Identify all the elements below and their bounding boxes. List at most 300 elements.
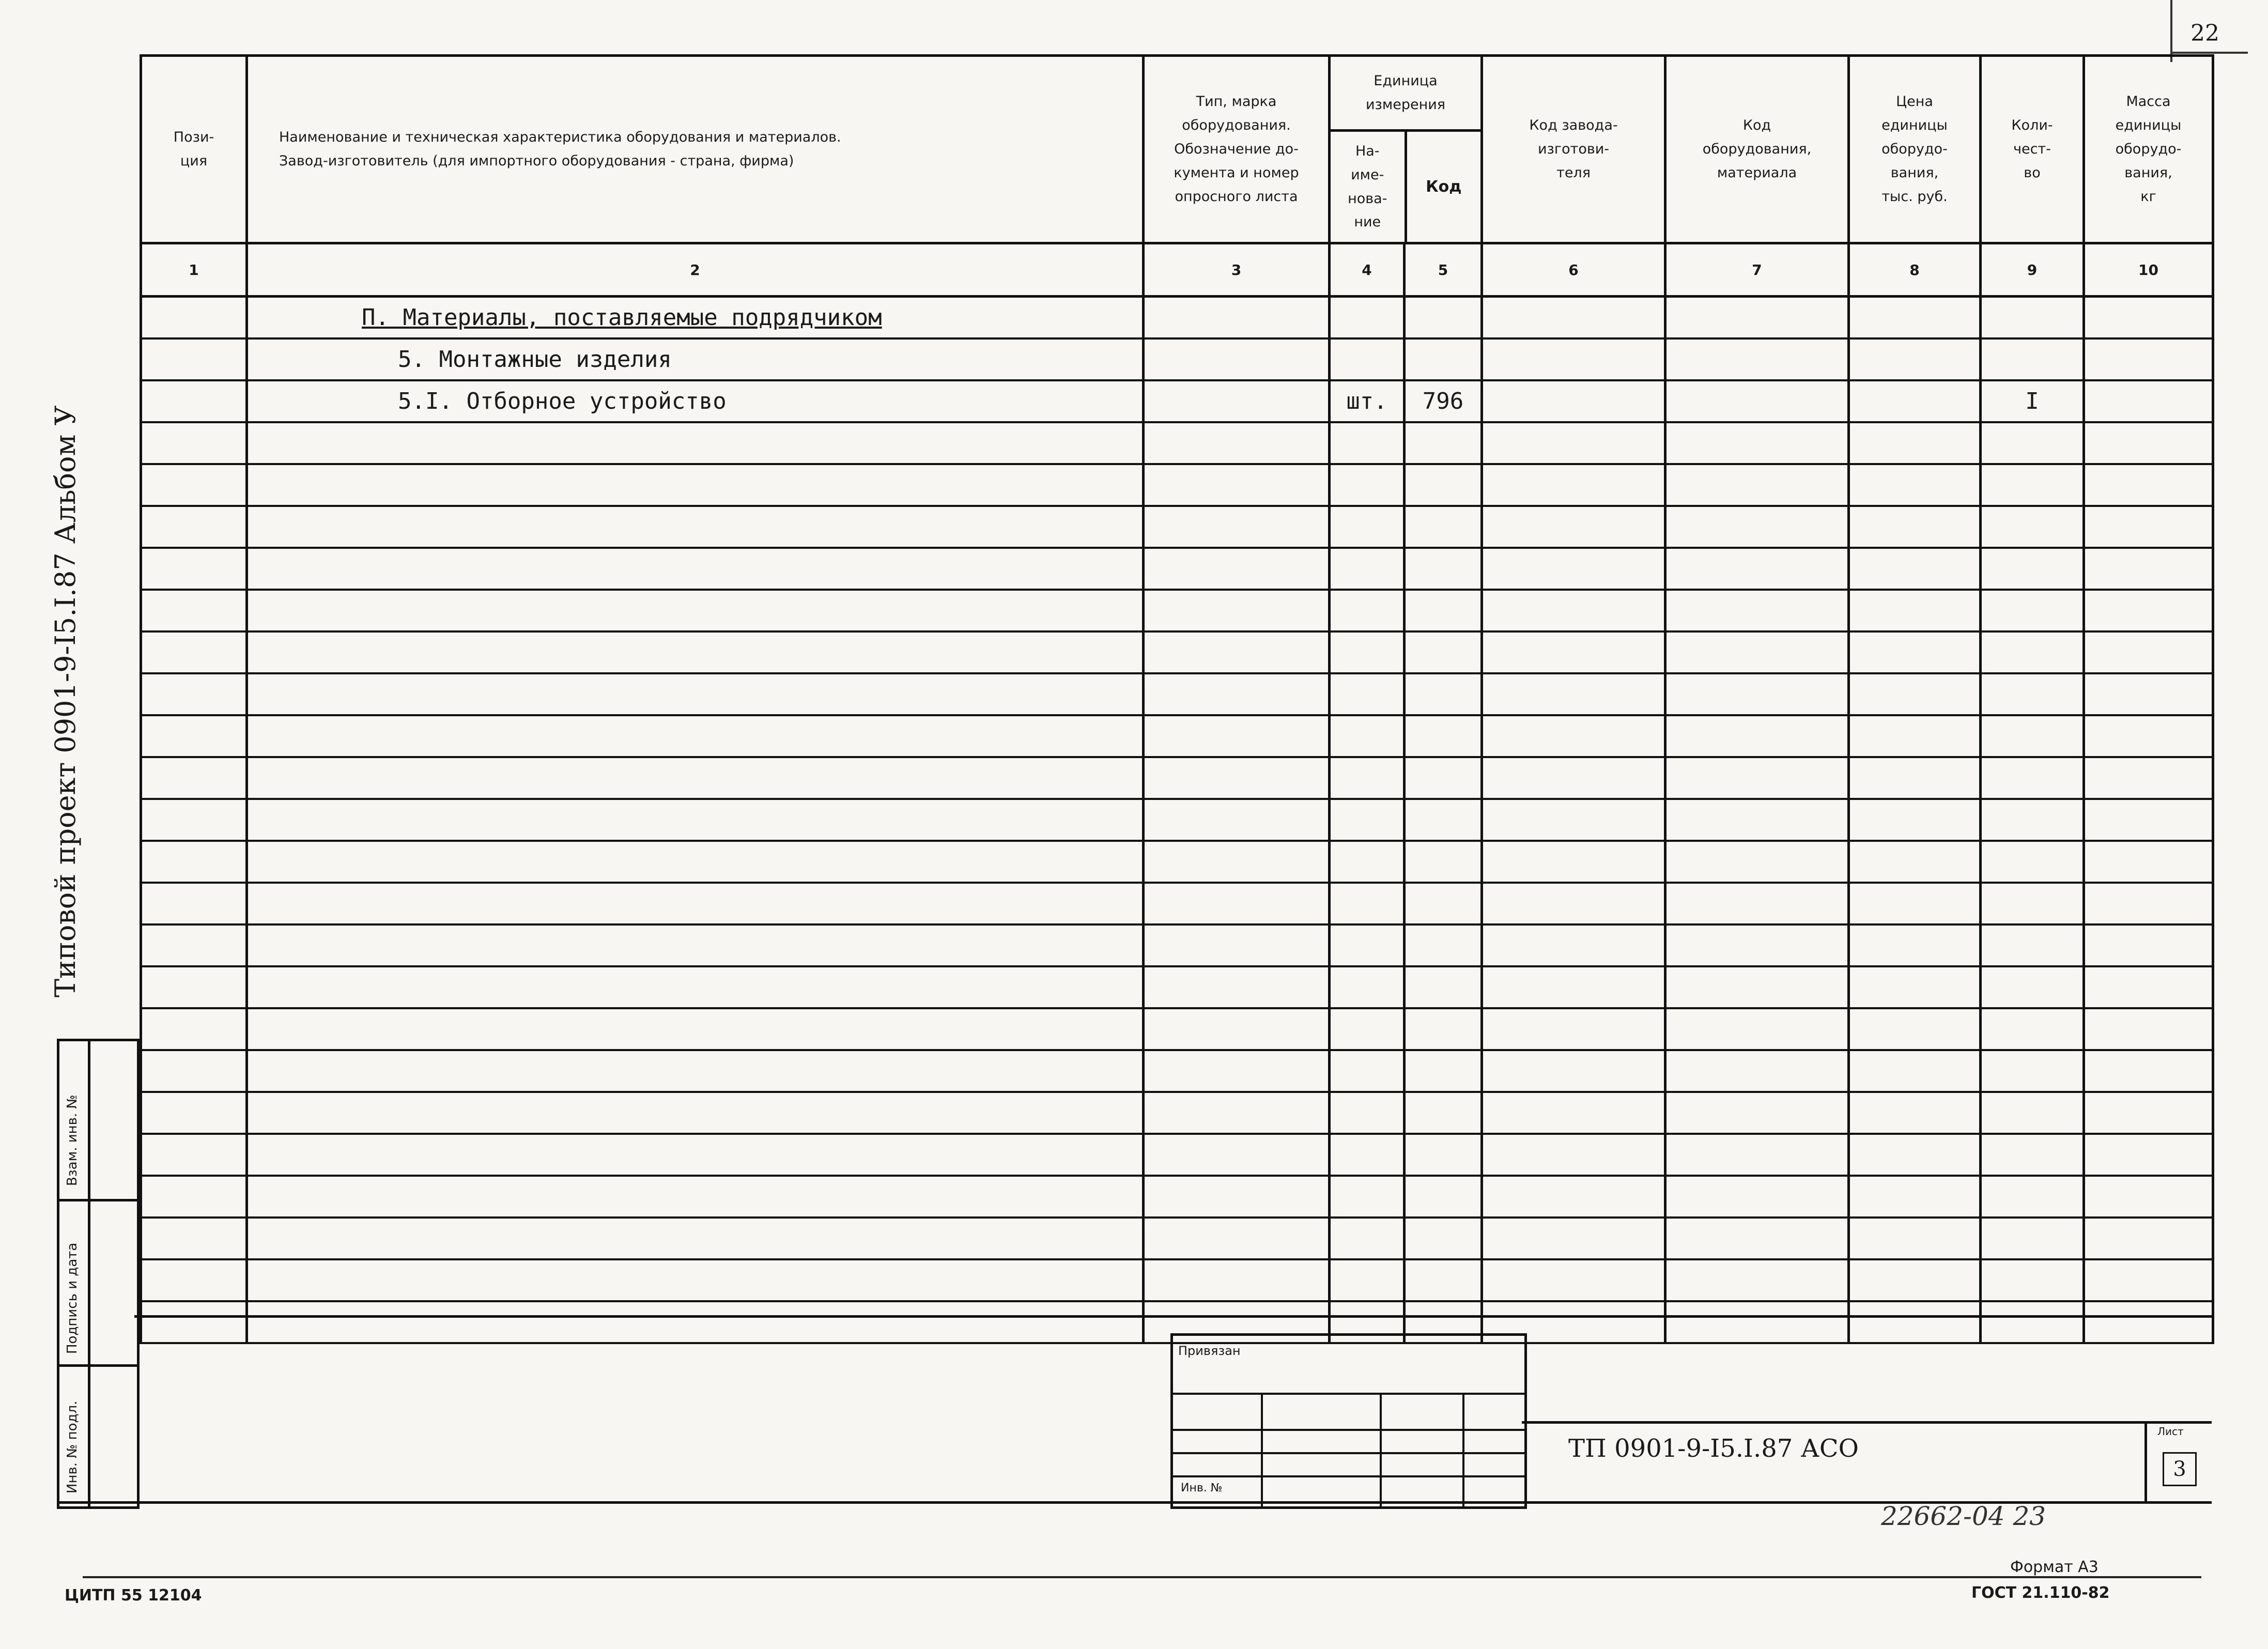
table-cell-maker xyxy=(1482,883,1665,924)
gost-label: ГОСТ 21.110-82 xyxy=(1971,1584,2110,1602)
table-cell-eq_code xyxy=(1665,422,1849,464)
table-cell-eq_code xyxy=(1665,841,1849,883)
table-cell-maker xyxy=(1482,464,1665,506)
header-text: оборудования, xyxy=(1702,141,1812,158)
table-cell-price xyxy=(1849,297,1981,339)
table-cell-unit xyxy=(1330,548,1405,590)
table-cell-pos xyxy=(141,799,247,841)
tsitp-code: ЦИТП 55 12104 xyxy=(65,1586,202,1605)
table-cell-name xyxy=(247,966,1144,1008)
table-cell-type xyxy=(1144,966,1330,1008)
table-cell-unit xyxy=(1330,1008,1405,1050)
table-cell-eq_code xyxy=(1665,715,1849,757)
table-cell-maker xyxy=(1482,673,1665,715)
table-cell-price xyxy=(1849,548,1981,590)
table-cell-price xyxy=(1849,799,1981,841)
table-cell-code xyxy=(1405,966,1482,1008)
table-cell-code xyxy=(1405,422,1482,464)
specification-table xyxy=(140,54,2214,1344)
handwritten-inventory-number: 22662-04 23 xyxy=(1881,1501,2046,1531)
column-number: 1 xyxy=(141,243,247,297)
table-cell-unit xyxy=(1330,1259,1405,1301)
header-type xyxy=(1144,56,1330,243)
table-cell-price xyxy=(1849,1008,1981,1050)
header-price xyxy=(1849,56,1981,243)
header-text: вания, xyxy=(1890,164,1939,181)
table-cell-maker xyxy=(1482,757,1665,799)
table-cell-eq_code xyxy=(1665,464,1849,506)
header-text: Код завода- xyxy=(1529,117,1618,134)
table-cell-pos xyxy=(141,673,247,715)
table-cell-name xyxy=(247,1050,1144,1092)
table-cell-type xyxy=(1144,1176,1330,1218)
table-cell-mass xyxy=(2084,1008,2213,1050)
table-cell-maker xyxy=(1482,422,1665,464)
sheet-label: Лист xyxy=(2157,1425,2184,1438)
table-cell-eq_code xyxy=(1665,548,1849,590)
table-cell-eq_code xyxy=(1665,1008,1849,1050)
table-cell-name: П. Материалы, поставляемые подрядчиком xyxy=(247,297,1144,339)
table-cell-eq_code xyxy=(1665,799,1849,841)
header-text: чест- xyxy=(2013,141,2051,158)
table-cell-qty xyxy=(1981,1176,2084,1218)
table-cell-price xyxy=(1849,506,1981,548)
table-cell-name xyxy=(247,422,1144,464)
table-cell-pos xyxy=(141,631,247,673)
table-cell-pos xyxy=(141,1092,247,1134)
table-cell-type xyxy=(1144,1259,1330,1301)
table-cell-type xyxy=(1144,841,1330,883)
table-cell-code xyxy=(1405,631,1482,673)
header-text: кумента и номер xyxy=(1174,164,1299,181)
document-code: ТП 0901-9-I5.I.87 АСО xyxy=(1568,1434,1859,1463)
table-cell-eq_code xyxy=(1665,380,1849,422)
header-unit-name xyxy=(1331,132,1407,242)
table-cell-unit xyxy=(1330,631,1405,673)
table-cell-unit xyxy=(1330,297,1405,339)
table-cell-code xyxy=(1405,673,1482,715)
table-cell-unit xyxy=(1330,1134,1405,1176)
table-cell-mass xyxy=(2084,631,2213,673)
table-cell-type xyxy=(1144,673,1330,715)
table-cell-pos xyxy=(141,422,247,464)
table-cell-qty xyxy=(1981,841,2084,883)
table-cell-qty xyxy=(1981,1092,2084,1134)
table-cell-pos xyxy=(141,506,247,548)
header-text: Тип, марка xyxy=(1196,94,1277,110)
table-cell-mass xyxy=(2084,1218,2213,1259)
table-cell-qty: I xyxy=(1981,380,2084,422)
table-cell-type xyxy=(1144,380,1330,422)
table-row xyxy=(141,841,2213,883)
table-cell-mass xyxy=(2084,1092,2213,1134)
table-cell-maker xyxy=(1482,1176,1665,1218)
table-cell-type xyxy=(1144,548,1330,590)
table-cell-eq_code xyxy=(1665,590,1849,631)
table-cell-eq_code xyxy=(1665,1050,1849,1092)
header-text: единицы xyxy=(1881,117,1948,134)
table-cell-unit xyxy=(1330,757,1405,799)
table-cell-unit xyxy=(1330,841,1405,883)
table-cell-type xyxy=(1144,799,1330,841)
table-cell-eq_code xyxy=(1665,966,1849,1008)
header-mass xyxy=(2084,56,2213,243)
table-cell-pos xyxy=(141,883,247,924)
header-text: нова- xyxy=(1348,190,1387,207)
table-cell-qty xyxy=(1981,464,2084,506)
table-cell-mass xyxy=(2084,380,2213,422)
table-cell-maker xyxy=(1482,380,1665,422)
header-position xyxy=(141,56,247,243)
table-cell-type xyxy=(1144,715,1330,757)
table-cell-type xyxy=(1144,757,1330,799)
table-cell-maker xyxy=(1482,590,1665,631)
table-cell-price xyxy=(1849,1050,1981,1092)
table-cell-maker xyxy=(1482,1050,1665,1092)
header-text: оборудо- xyxy=(1881,141,1948,158)
table-row xyxy=(141,422,2213,464)
table-cell-eq_code xyxy=(1665,1301,1849,1343)
table-cell-mass xyxy=(2084,297,2213,339)
column-number: 2 xyxy=(247,243,1144,297)
table-cell-type xyxy=(1144,1050,1330,1092)
header-text: На- xyxy=(1355,143,1380,159)
stamp-line xyxy=(1173,1429,1524,1431)
table-cell-name xyxy=(247,673,1144,715)
table-cell-mass xyxy=(2084,548,2213,590)
table-cell-type xyxy=(1144,422,1330,464)
table-row xyxy=(141,464,2213,506)
table-row xyxy=(141,338,2213,380)
table-cell-maker xyxy=(1482,1134,1665,1176)
table-cell-price xyxy=(1849,338,1981,380)
header-text: измерения xyxy=(1365,97,1446,113)
table-cell-qty xyxy=(1981,757,2084,799)
table-cell-maker xyxy=(1482,799,1665,841)
table-cell-type xyxy=(1144,506,1330,548)
table-cell-unit xyxy=(1330,464,1405,506)
table-cell-pos xyxy=(141,338,247,380)
table-cell-code xyxy=(1405,1050,1482,1092)
table-cell-name xyxy=(247,464,1144,506)
strip-label-inv: Инв. № подл. xyxy=(65,1400,80,1493)
table-row xyxy=(141,631,2213,673)
header-text: Масса xyxy=(2126,94,2171,110)
table-cell-unit xyxy=(1330,1218,1405,1259)
table-row xyxy=(141,506,2213,548)
table-cell-unit xyxy=(1330,1176,1405,1218)
table-cell-maker xyxy=(1482,841,1665,883)
header-text: Единица xyxy=(1374,73,1438,89)
table-cell-maker xyxy=(1482,631,1665,673)
table-cell-eq_code xyxy=(1665,631,1849,673)
stamp-line xyxy=(1173,1452,1524,1454)
table-cell-name xyxy=(247,799,1144,841)
table-cell-name xyxy=(247,883,1144,924)
header-text: материала xyxy=(1717,164,1797,181)
table-cell-pos xyxy=(141,590,247,631)
table-cell-name xyxy=(247,1134,1144,1176)
table-cell-code xyxy=(1405,715,1482,757)
table-cell-pos xyxy=(141,841,247,883)
table-cell-name xyxy=(247,1092,1144,1134)
sheet-corner-number: 22 xyxy=(2190,20,2219,47)
table-cell-unit xyxy=(1330,966,1405,1008)
table-cell-price xyxy=(1849,590,1981,631)
table-cell-maker xyxy=(1482,924,1665,966)
table-cell-code xyxy=(1405,1092,1482,1134)
table-cell-maker xyxy=(1482,1008,1665,1050)
table-cell-pos xyxy=(141,1176,247,1218)
table-cell-type xyxy=(1144,883,1330,924)
column-number: 8 xyxy=(1849,243,1981,297)
table-cell-qty xyxy=(1981,799,2084,841)
table-cell-type xyxy=(1144,1134,1330,1176)
strip-cell-podpis xyxy=(59,1199,137,1367)
strip-label-podpis: Подпись и дата xyxy=(65,1242,80,1354)
table-row xyxy=(141,1050,2213,1092)
header-text: ние xyxy=(1354,214,1381,230)
column-number: 10 xyxy=(2084,243,2213,297)
table-cell-price xyxy=(1849,422,1981,464)
header-text: Коли- xyxy=(2011,117,2053,134)
table-cell-pos xyxy=(141,715,247,757)
table-cell-code xyxy=(1405,1008,1482,1050)
title-block-top-line xyxy=(134,1315,2212,1318)
table-cell-mass xyxy=(2084,1134,2213,1176)
table-cell-type xyxy=(1144,631,1330,673)
privyazan-label: Привязан xyxy=(1178,1344,1241,1358)
table-cell-eq_code xyxy=(1665,338,1849,380)
bottom-rule xyxy=(83,1576,2201,1578)
table-row xyxy=(141,1259,2213,1301)
header-text: Код xyxy=(1426,178,1462,196)
table-row xyxy=(141,1092,2213,1134)
table-cell-type xyxy=(1144,1092,1330,1134)
table-row xyxy=(141,590,2213,631)
table-cell-qty xyxy=(1981,715,2084,757)
table-cell-mass xyxy=(2084,506,2213,548)
table-cell-code xyxy=(1405,1259,1482,1301)
table-cell-unit xyxy=(1330,799,1405,841)
table-cell-name xyxy=(247,548,1144,590)
header-name xyxy=(247,56,1144,243)
table-cell-price xyxy=(1849,1301,1981,1343)
table-cell-pos xyxy=(141,757,247,799)
header-text: Код xyxy=(1742,117,1771,134)
table-cell-eq_code xyxy=(1665,757,1849,799)
header-unit-group xyxy=(1330,56,1482,243)
specification-body xyxy=(141,297,2213,1344)
table-cell-qty xyxy=(1981,1050,2084,1092)
table-cell-code xyxy=(1405,1134,1482,1176)
column-number-row xyxy=(141,243,2213,297)
header-text: име- xyxy=(1351,166,1384,183)
header-quantity xyxy=(1981,56,2084,243)
table-cell-price xyxy=(1849,757,1981,799)
table-cell-qty xyxy=(1981,924,2084,966)
table-cell-code xyxy=(1405,506,1482,548)
table-cell-qty xyxy=(1981,422,2084,464)
column-number: 3 xyxy=(1144,243,1330,297)
table-row xyxy=(141,1176,2213,1218)
table-cell-code xyxy=(1405,924,1482,966)
format-label: Формат А3 xyxy=(2010,1558,2099,1576)
table-cell-pos xyxy=(141,1008,247,1050)
table-row xyxy=(141,1134,2213,1176)
table-cell-mass xyxy=(2084,1301,2213,1343)
table-cell-unit xyxy=(1330,506,1405,548)
table-cell-mass xyxy=(2084,757,2213,799)
table-cell-eq_code xyxy=(1665,1092,1849,1134)
table-cell-qty xyxy=(1981,1301,2084,1343)
table-cell-mass xyxy=(2084,338,2213,380)
header-text: Обозначение до- xyxy=(1174,141,1299,158)
table-cell-price xyxy=(1849,1218,1981,1259)
table-cell-qty xyxy=(1981,338,2084,380)
table-cell-unit xyxy=(1330,924,1405,966)
table-cell-price xyxy=(1849,1176,1981,1218)
table-cell-type xyxy=(1144,338,1330,380)
table-cell-name xyxy=(247,715,1144,757)
table-cell-type xyxy=(1144,924,1330,966)
table-cell-code xyxy=(1405,338,1482,380)
stamp-line xyxy=(1261,1393,1263,1506)
table-cell-qty xyxy=(1981,966,2084,1008)
table-cell-price xyxy=(1849,715,1981,757)
table-cell-qty xyxy=(1981,1218,2084,1259)
table-cell-price xyxy=(1849,631,1981,673)
table-cell-name xyxy=(247,1301,1144,1343)
header-text: Пози- xyxy=(173,129,214,146)
table-row xyxy=(141,715,2213,757)
vertical-project-title: Типовой проект 0901-9-I5.I.87 Альбом У xyxy=(49,405,82,997)
table-cell-type xyxy=(1144,297,1330,339)
header-text: во xyxy=(2024,164,2041,181)
table-cell-mass xyxy=(2084,422,2213,464)
table-cell-type xyxy=(1144,590,1330,631)
table-cell-eq_code xyxy=(1665,506,1849,548)
table-cell-pos xyxy=(141,548,247,590)
table-cell-name xyxy=(247,590,1144,631)
table-row xyxy=(141,1218,2213,1259)
table-cell-qty xyxy=(1981,1134,2084,1176)
stamp-line xyxy=(1380,1393,1382,1506)
table-row xyxy=(141,799,2213,841)
table-cell-name: 5.I. Отборное устройство xyxy=(247,380,1144,422)
approval-strip xyxy=(57,1039,140,1509)
table-cell-maker xyxy=(1482,506,1665,548)
corner-frame-line xyxy=(2170,52,2248,54)
table-cell-code xyxy=(1405,757,1482,799)
table-cell-eq_code xyxy=(1665,1218,1849,1259)
sheet-number: 3 xyxy=(2163,1452,2197,1486)
header-text: Завод-изготовитель (для импортного оборудования - страна, фирма) xyxy=(279,153,794,169)
header-text: единицы xyxy=(2115,117,2182,134)
table-cell-name xyxy=(247,1008,1144,1050)
table-cell-mass xyxy=(2084,715,2213,757)
table-cell-maker xyxy=(1482,1218,1665,1259)
table-cell-price xyxy=(1849,380,1981,422)
table-cell-pos xyxy=(141,380,247,422)
table-cell-code xyxy=(1405,590,1482,631)
table-cell-maker xyxy=(1482,966,1665,1008)
table-cell-pos xyxy=(141,1301,247,1343)
stamp-line xyxy=(1173,1393,1524,1395)
table-cell-unit xyxy=(1330,338,1405,380)
column-number: 9 xyxy=(1981,243,2084,297)
table-cell-mass xyxy=(2084,883,2213,924)
header-text: Наименование и техническая характеристика оборудования и материалов. xyxy=(279,129,841,146)
table-cell-maker xyxy=(1482,548,1665,590)
table-cell-price xyxy=(1849,841,1981,883)
table-cell-price xyxy=(1849,966,1981,1008)
table-cell-name xyxy=(247,1176,1144,1218)
header-text: оборудо- xyxy=(2115,141,2182,158)
column-number: 7 xyxy=(1665,243,1849,297)
header-text: ция xyxy=(180,153,208,169)
table-cell-qty xyxy=(1981,1008,2084,1050)
stamp-line xyxy=(1173,1475,1524,1477)
table-cell-unit xyxy=(1330,1092,1405,1134)
header-equipment-code xyxy=(1665,56,1849,243)
table-cell-unit xyxy=(1330,673,1405,715)
table-row xyxy=(141,757,2213,799)
table-cell-mass xyxy=(2084,799,2213,841)
table-cell-price xyxy=(1849,1259,1981,1301)
table-cell-type xyxy=(1144,1008,1330,1050)
strip-cell-vzam xyxy=(59,1041,137,1201)
table-cell-pos xyxy=(141,1259,247,1301)
header-text: опросного листа xyxy=(1175,188,1298,205)
table-cell-eq_code xyxy=(1665,1259,1849,1301)
table-cell-unit xyxy=(1330,883,1405,924)
table-cell-code: 796 xyxy=(1405,380,1482,422)
table-cell-eq_code xyxy=(1665,297,1849,339)
table-cell-code xyxy=(1405,464,1482,506)
table-cell-qty xyxy=(1981,506,2084,548)
table-cell-maker xyxy=(1482,297,1665,339)
table-cell-maker xyxy=(1482,1092,1665,1134)
inv-number-label: Инв. № xyxy=(1181,1482,1223,1494)
table-cell-mass xyxy=(2084,924,2213,966)
table-cell-eq_code xyxy=(1665,1176,1849,1218)
table-cell-code xyxy=(1405,297,1482,339)
table-cell-price xyxy=(1849,1092,1981,1134)
table-cell-name xyxy=(247,1259,1144,1301)
table-cell-maker xyxy=(1482,715,1665,757)
table-row xyxy=(141,924,2213,966)
header-text: тыс. руб. xyxy=(1881,188,1948,205)
table-cell-mass xyxy=(2084,464,2213,506)
table-cell-pos xyxy=(141,966,247,1008)
table-cell-qty xyxy=(1981,631,2084,673)
table-cell-pos xyxy=(141,297,247,339)
table-cell-qty xyxy=(1981,590,2084,631)
title-block-divider xyxy=(1522,1421,2212,1424)
strip-label-vzam: Взам. инв. № xyxy=(65,1095,80,1186)
table-cell-name xyxy=(247,757,1144,799)
table-cell-qty xyxy=(1981,1259,2084,1301)
table-row xyxy=(141,548,2213,590)
strip-cell-inv xyxy=(59,1364,137,1504)
table-cell-qty xyxy=(1981,297,2084,339)
table-cell-qty xyxy=(1981,548,2084,590)
table-cell-mass xyxy=(2084,1050,2213,1092)
table-cell-mass xyxy=(2084,590,2213,631)
table-cell-name xyxy=(247,631,1144,673)
table-cell-eq_code xyxy=(1665,883,1849,924)
